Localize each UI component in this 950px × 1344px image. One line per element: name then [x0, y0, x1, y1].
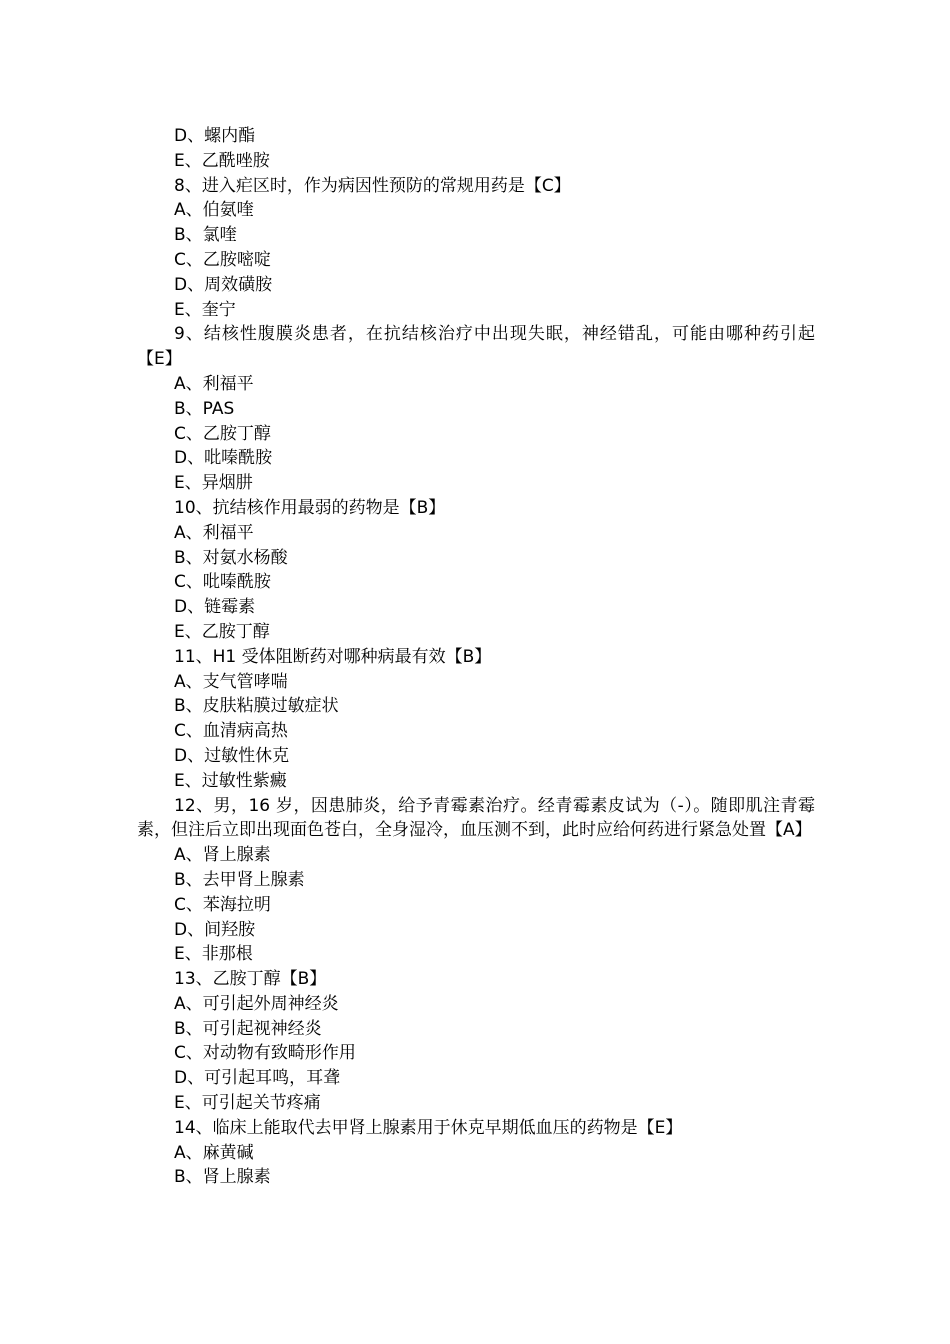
- option-line: E、乙酰唑胺: [174, 150, 270, 171]
- option-line: A、利福平: [174, 522, 254, 543]
- option-line: D、间羟胺: [174, 919, 256, 940]
- question-line: 10、抗结核作用最弱的药物是【B】: [174, 497, 446, 518]
- question-line: 13、乙胺丁醇【B】: [174, 969, 327, 990]
- option-line: B、对氨水杨酸: [174, 547, 288, 568]
- option-line: C、吡嗪酰胺: [174, 572, 271, 593]
- option-line: A、利福平: [174, 373, 254, 394]
- question-line: 8、进入疟区时，作为病因性预防的常规用药是【C】: [174, 175, 571, 196]
- question-line: 11、H1 受体阻断药对哪种病最有效【B】: [174, 646, 492, 667]
- option-line: C、对动物有致畸形作用: [174, 1043, 356, 1064]
- option-line: D、过敏性休克: [174, 745, 290, 766]
- option-line: B、去甲肾上腺素: [174, 869, 305, 890]
- option-line: E、非那根: [174, 944, 253, 965]
- option-line: B、肾上腺素: [174, 1167, 271, 1188]
- option-line: C、乙胺丁醇: [174, 423, 271, 444]
- option-line: C、苯海拉明: [174, 894, 271, 915]
- option-line: D、吡嗪酰胺: [174, 448, 273, 469]
- option-line: D、周效磺胺: [174, 274, 273, 295]
- option-line: D、链霉素: [174, 597, 256, 618]
- option-line: B、可引起视神经炎: [174, 1018, 322, 1039]
- option-line: D、螺内酯: [174, 126, 256, 146]
- option-line: A、支气管哮喘: [174, 671, 288, 692]
- question-line: 12、男，16 岁，因患肺炎，给予青霉素治疗。经青霉素皮试为（-）。随即肌注青霉素，但注后立即出现面色苍白，全身湿冷，血压测不到，此时应给何药进行紧急处置【A】: [137, 795, 815, 841]
- option-line: C、乙胺嘧啶: [174, 249, 271, 270]
- option-line: A、可引起外周神经炎: [174, 993, 339, 1014]
- option-line: A、伯氨喹: [174, 200, 254, 221]
- option-line: A、肾上腺素: [174, 845, 271, 866]
- document-body: [137, 124, 815, 1190]
- option-line: E、可引起关节疼痛: [174, 1093, 321, 1114]
- option-line: E、异烟肼: [174, 473, 253, 494]
- option-line: D、可引起耳鸣，耳聋: [174, 1068, 341, 1089]
- option-line: E、奎宁: [174, 299, 236, 320]
- question-line: 9、结核性腹膜炎患者，在抗结核治疗中出现失眠，神经错乱，可能由哪种药引起【E】: [137, 324, 815, 370]
- option-line: A、麻黄碱: [174, 1142, 254, 1163]
- option-line: E、过敏性紫癜: [174, 770, 287, 791]
- option-line: B、氯喹: [174, 225, 237, 246]
- option-line: E、乙胺丁醇: [174, 621, 270, 642]
- option-line: B、PAS: [174, 398, 235, 419]
- option-line: B、皮肤粘膜过敏症状: [174, 696, 339, 717]
- option-line: C、血清病高热: [174, 721, 288, 742]
- question-line: 14、临床上能取代去甲肾上腺素用于休克早期低血压的药物是【E】: [174, 1117, 683, 1138]
